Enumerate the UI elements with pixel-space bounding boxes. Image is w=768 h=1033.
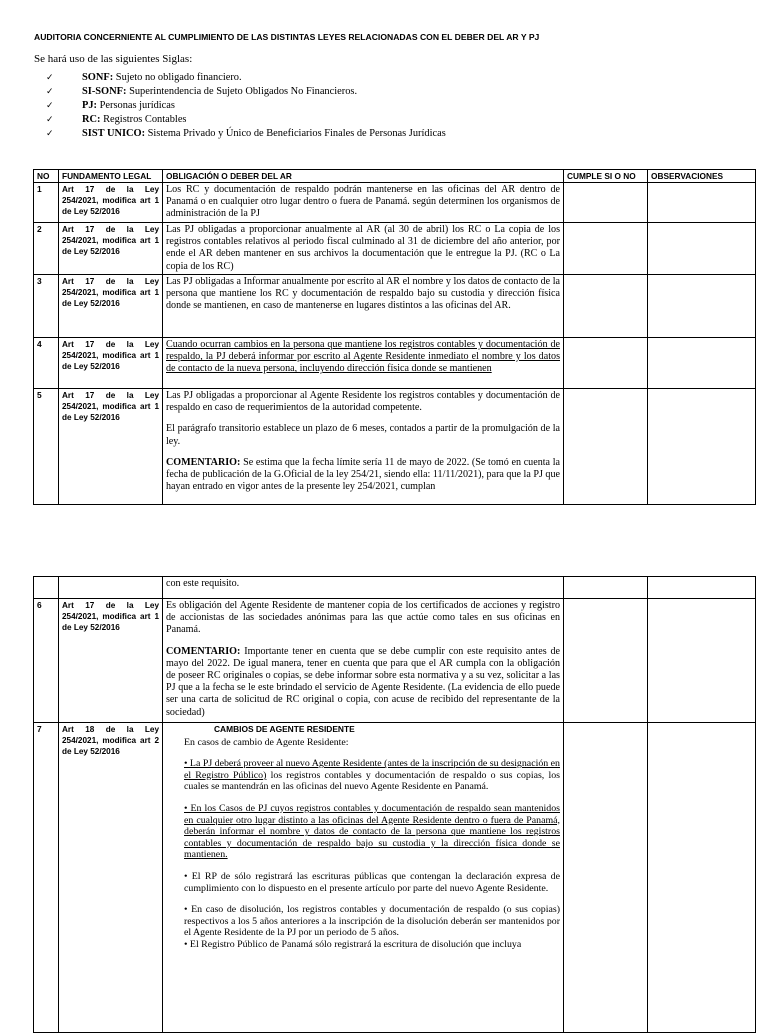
row-obligacion <box>163 723 564 1033</box>
observaciones-cell <box>648 338 756 389</box>
bullet-paragraph: • El RP de sólo registrará las escrituras públicas que contengan la declaración expresa de cumplimiento con lo dispuesto en el presente artículo por parte del nuevo Agente Residente. <box>184 870 560 894</box>
sigla-abbr: PJ: <box>82 100 98 111</box>
table-row <box>34 577 756 599</box>
siglas-intro: Se hará uso de las siguientes Siglas: <box>34 53 193 65</box>
row-number: 3 <box>34 275 59 338</box>
header-cumple: CUMPLE SI O NO <box>564 170 648 183</box>
list-item <box>46 113 446 127</box>
underlined-text: • La PJ deberá proveer al nuevo Agente Residente (antes de la inscripción de su designación en el Registro Público) <box>184 758 560 781</box>
table-row <box>34 338 756 389</box>
sigla-text: Registros Contables <box>100 114 187 125</box>
paragraph: Las PJ obligadas a proporcionar anualmente al AR (al 30 de abril) los RC o La copia de los registros contables relativos al periodo fiscal culminado al 31 de diciembre del año anterior, por ende el AR deben mantener en sus archivos la documentación que le entregue la PJ. (RC o La copia de los RC) <box>166 224 560 272</box>
table-row <box>34 389 756 505</box>
row-obligacion <box>163 275 564 338</box>
header-no: NO <box>34 170 59 183</box>
audit-table-page-1 <box>33 169 756 505</box>
observaciones-cell <box>648 599 756 723</box>
row-number: 4 <box>34 338 59 389</box>
list-item <box>46 99 446 113</box>
row-obligacion <box>163 599 564 723</box>
comment-text: Importante tener en cuenta que se debe cumplir con este requisito antes de mayo del 2022. De igual manera, tener en cuenta que para que el AR cumpla con la obligación de poseer RC originales o copias, se debe informar sobre esta normativa y a su vez, solicitar a las PJ que a la fecha se le este brindado el servicio de Agente Residente. (La evidencia de ello puede ser una carta de solicitud de RC original o copia, con acuse de recibido del representante de la sociedad) <box>166 645 560 718</box>
cumple-cell <box>564 183 648 223</box>
cumple-cell <box>564 338 648 389</box>
observaciones-cell <box>648 183 756 223</box>
observaciones-cell <box>648 723 756 1033</box>
row-fundamento: Art 17 de la Ley 254/2021, modifica art 1 de Ley 52/2016 <box>59 275 163 338</box>
cumple-cell <box>564 223 648 275</box>
paragraph: Las PJ obligadas a proporcionar al Agente Residente los registros contables y documentación de respaldo en caso de requerimientos de la autoridad competente. <box>166 390 560 414</box>
table-row <box>34 223 756 275</box>
paragraph: Las PJ obligadas a Informar anualmente por escrito al AR el nombre y los datos de contacto de la persona que mantiene los RC y documentación de respaldo bajo su custodia y dirección física donde se mantienen, en caso de mantenerse en lugares distintos a las oficinas del AR. <box>166 276 560 312</box>
observaciones-cell <box>648 389 756 505</box>
row-fundamento: Art 17 de la Ley 254/2021, modifica art 1 de Ley 52/2016 <box>59 223 163 275</box>
cumple-cell <box>564 723 648 1033</box>
sigla-abbr: SI-SONF: <box>82 86 127 97</box>
checkmark-icon: ✓ <box>46 87 54 97</box>
comment-text: Se estima que la fecha límite sería 11 de mayo de 2022. (Se tomó en cuenta la fecha de publicación de la G.Oficial de la ley 254/21, siendo ella: 11/11/2021), para que la PJ que hayan entrado en vigor antes de la presente ley 254/2021, cumplan <box>166 456 560 493</box>
paragraph: El parágrafo transitorio establece un plazo de 6 meses, contados a partir de la promulgación de la ley. <box>166 423 560 447</box>
row-obligacion <box>163 338 564 389</box>
comment-paragraph <box>166 457 560 494</box>
row-number: 5 <box>34 389 59 505</box>
bullet-paragraph: • En los Casos de PJ cuyos registros contables y documentación de respaldo sean mantenidos en cualquier otro lugar distinto a las oficinas del Agente Residente dentro o fuera de Panamá, deberán informar el nombre y datos de contacto de la persona que mantiene los registros contables y documentación de respaldo bajo su custodia y la dirección física donde se mantienen. <box>184 802 560 861</box>
checkmark-icon: ✓ <box>46 115 54 125</box>
row-number: 2 <box>34 223 59 275</box>
row-fundamento: Art 17 de la Ley 254/2021, modifica art 1 de Ley 52/2016 <box>59 183 163 223</box>
observaciones-cell <box>648 275 756 338</box>
list-item <box>46 85 446 99</box>
sigla-abbr: SONF: <box>82 72 114 83</box>
row-fundamento: Art 17 de la Ley 254/2021, modifica art 1 de Ley 52/2016 <box>59 389 163 505</box>
row-obligacion <box>163 223 564 275</box>
bullet-text: los registros contables y documentación de respaldo o sus copias, los cuales se mantendrán en las oficinas del nuevo Agente Residente en Panamá. <box>184 769 560 793</box>
sigla-text: Sujeto no obligado financiero. <box>113 72 242 83</box>
header-observaciones: OBSERVACIONES <box>648 170 756 183</box>
table-row <box>34 275 756 338</box>
observaciones-cell <box>648 577 756 599</box>
sigla-abbr: RC: <box>82 114 101 125</box>
paragraph: con este requisito. <box>166 578 240 589</box>
bullet-paragraph: • El Registro Público de Panamá sólo registrará la escritura de disolución que incluya <box>184 938 522 950</box>
bullet-paragraph: • En caso de disolución, los registros contables y documentación de respaldo (o sus copias) respectivos a los 5 años anteriores a la inscripción de la disolución deberán ser mantenidos por el Agente Residente de la PJ por un periodo de 5 años. <box>184 904 560 939</box>
cumple-cell <box>564 577 648 599</box>
row-number: 7 <box>34 723 59 1033</box>
sigla-text: Superintendencia de Sujeto Obligados No Financieros. <box>126 86 358 97</box>
header-fundamento: FUNDAMENTO LEGAL <box>59 170 163 183</box>
row-fundamento: Art 17 de la Ley 254/2021, modifica art 1 de Ley 52/2016 <box>59 338 163 389</box>
checkmark-icon: ✓ <box>46 101 54 111</box>
observaciones-cell <box>648 223 756 275</box>
paragraph: Es obligación del Agente Residente de mantener copia de los certificados de acciones y registro de accionistas de las sociedades anónimas para las que actúe como tales en sus oficinas en Panamá. <box>166 600 560 636</box>
list-item <box>46 71 446 85</box>
table-row <box>34 599 756 723</box>
row-number: 6 <box>34 599 59 723</box>
comment-label: COMENTARIO: <box>166 645 241 657</box>
sigla-text: Personas jurídicas <box>97 100 175 111</box>
sigla-text: Sistema Privado y Único de Beneficiarios Finales de Personas Jurídicas <box>145 128 446 139</box>
sigla-abbr: SIST UNICO: <box>82 128 146 139</box>
section-heading: CAMBIOS DE AGENTE RESIDENTE <box>214 724 355 734</box>
row-fundamento: Art 17 de la Ley 254/2021, modifica art 1 de Ley 52/2016 <box>59 599 163 723</box>
audit-table-page-2 <box>33 576 756 1033</box>
checkmark-icon: ✓ <box>46 73 54 83</box>
cumple-cell <box>564 389 648 505</box>
row-number <box>34 577 59 599</box>
row-obligacion <box>163 577 564 599</box>
bullet-paragraph <box>166 758 560 793</box>
paragraph: Cuando ocurran cambios en la persona que mantiene los registros contables y documentación de respaldo, la PJ deberá informar por escrito al Agente Residente inmediato el nombre y los datos de contacto de la nueva persona, incluyendo dirección física donde se mantienen <box>166 339 560 375</box>
cumple-cell <box>564 599 648 723</box>
comment-label: COMENTARIO: <box>166 456 241 468</box>
list-item <box>46 127 446 141</box>
document-title: AUDITORIA CONCERNIENTE AL CUMPLIMIENTO DE LAS DISTINTAS LEYES RELACIONADAS CON EL DEBER DEL AR Y PJ <box>34 32 540 42</box>
row-obligacion <box>163 389 564 505</box>
row-fundamento: Art 18 de la Ley 254/2021, modifica art 2 de Ley 52/2016 <box>59 723 163 1033</box>
checkmark-icon: ✓ <box>46 129 54 139</box>
comment-paragraph <box>166 646 560 719</box>
table-row <box>34 183 756 223</box>
header-obligacion: OBLIGACIÓN O DEBER DEL AR <box>163 170 564 183</box>
paragraph: En casos de cambio de Agente Residente: <box>184 736 349 748</box>
row-fundamento <box>59 577 163 599</box>
row-number: 1 <box>34 183 59 223</box>
siglas-list <box>46 71 446 141</box>
cumple-cell <box>564 275 648 338</box>
table-row <box>34 723 756 1033</box>
row-obligacion <box>163 183 564 223</box>
paragraph: Los RC y documentación de respaldo podrán mantenerse en las oficinas del AR dentro de Panamá o en cualquier otro lugar dentro o fuera de Panamá. según determinen los organismos de administración de la PJ <box>166 184 560 220</box>
